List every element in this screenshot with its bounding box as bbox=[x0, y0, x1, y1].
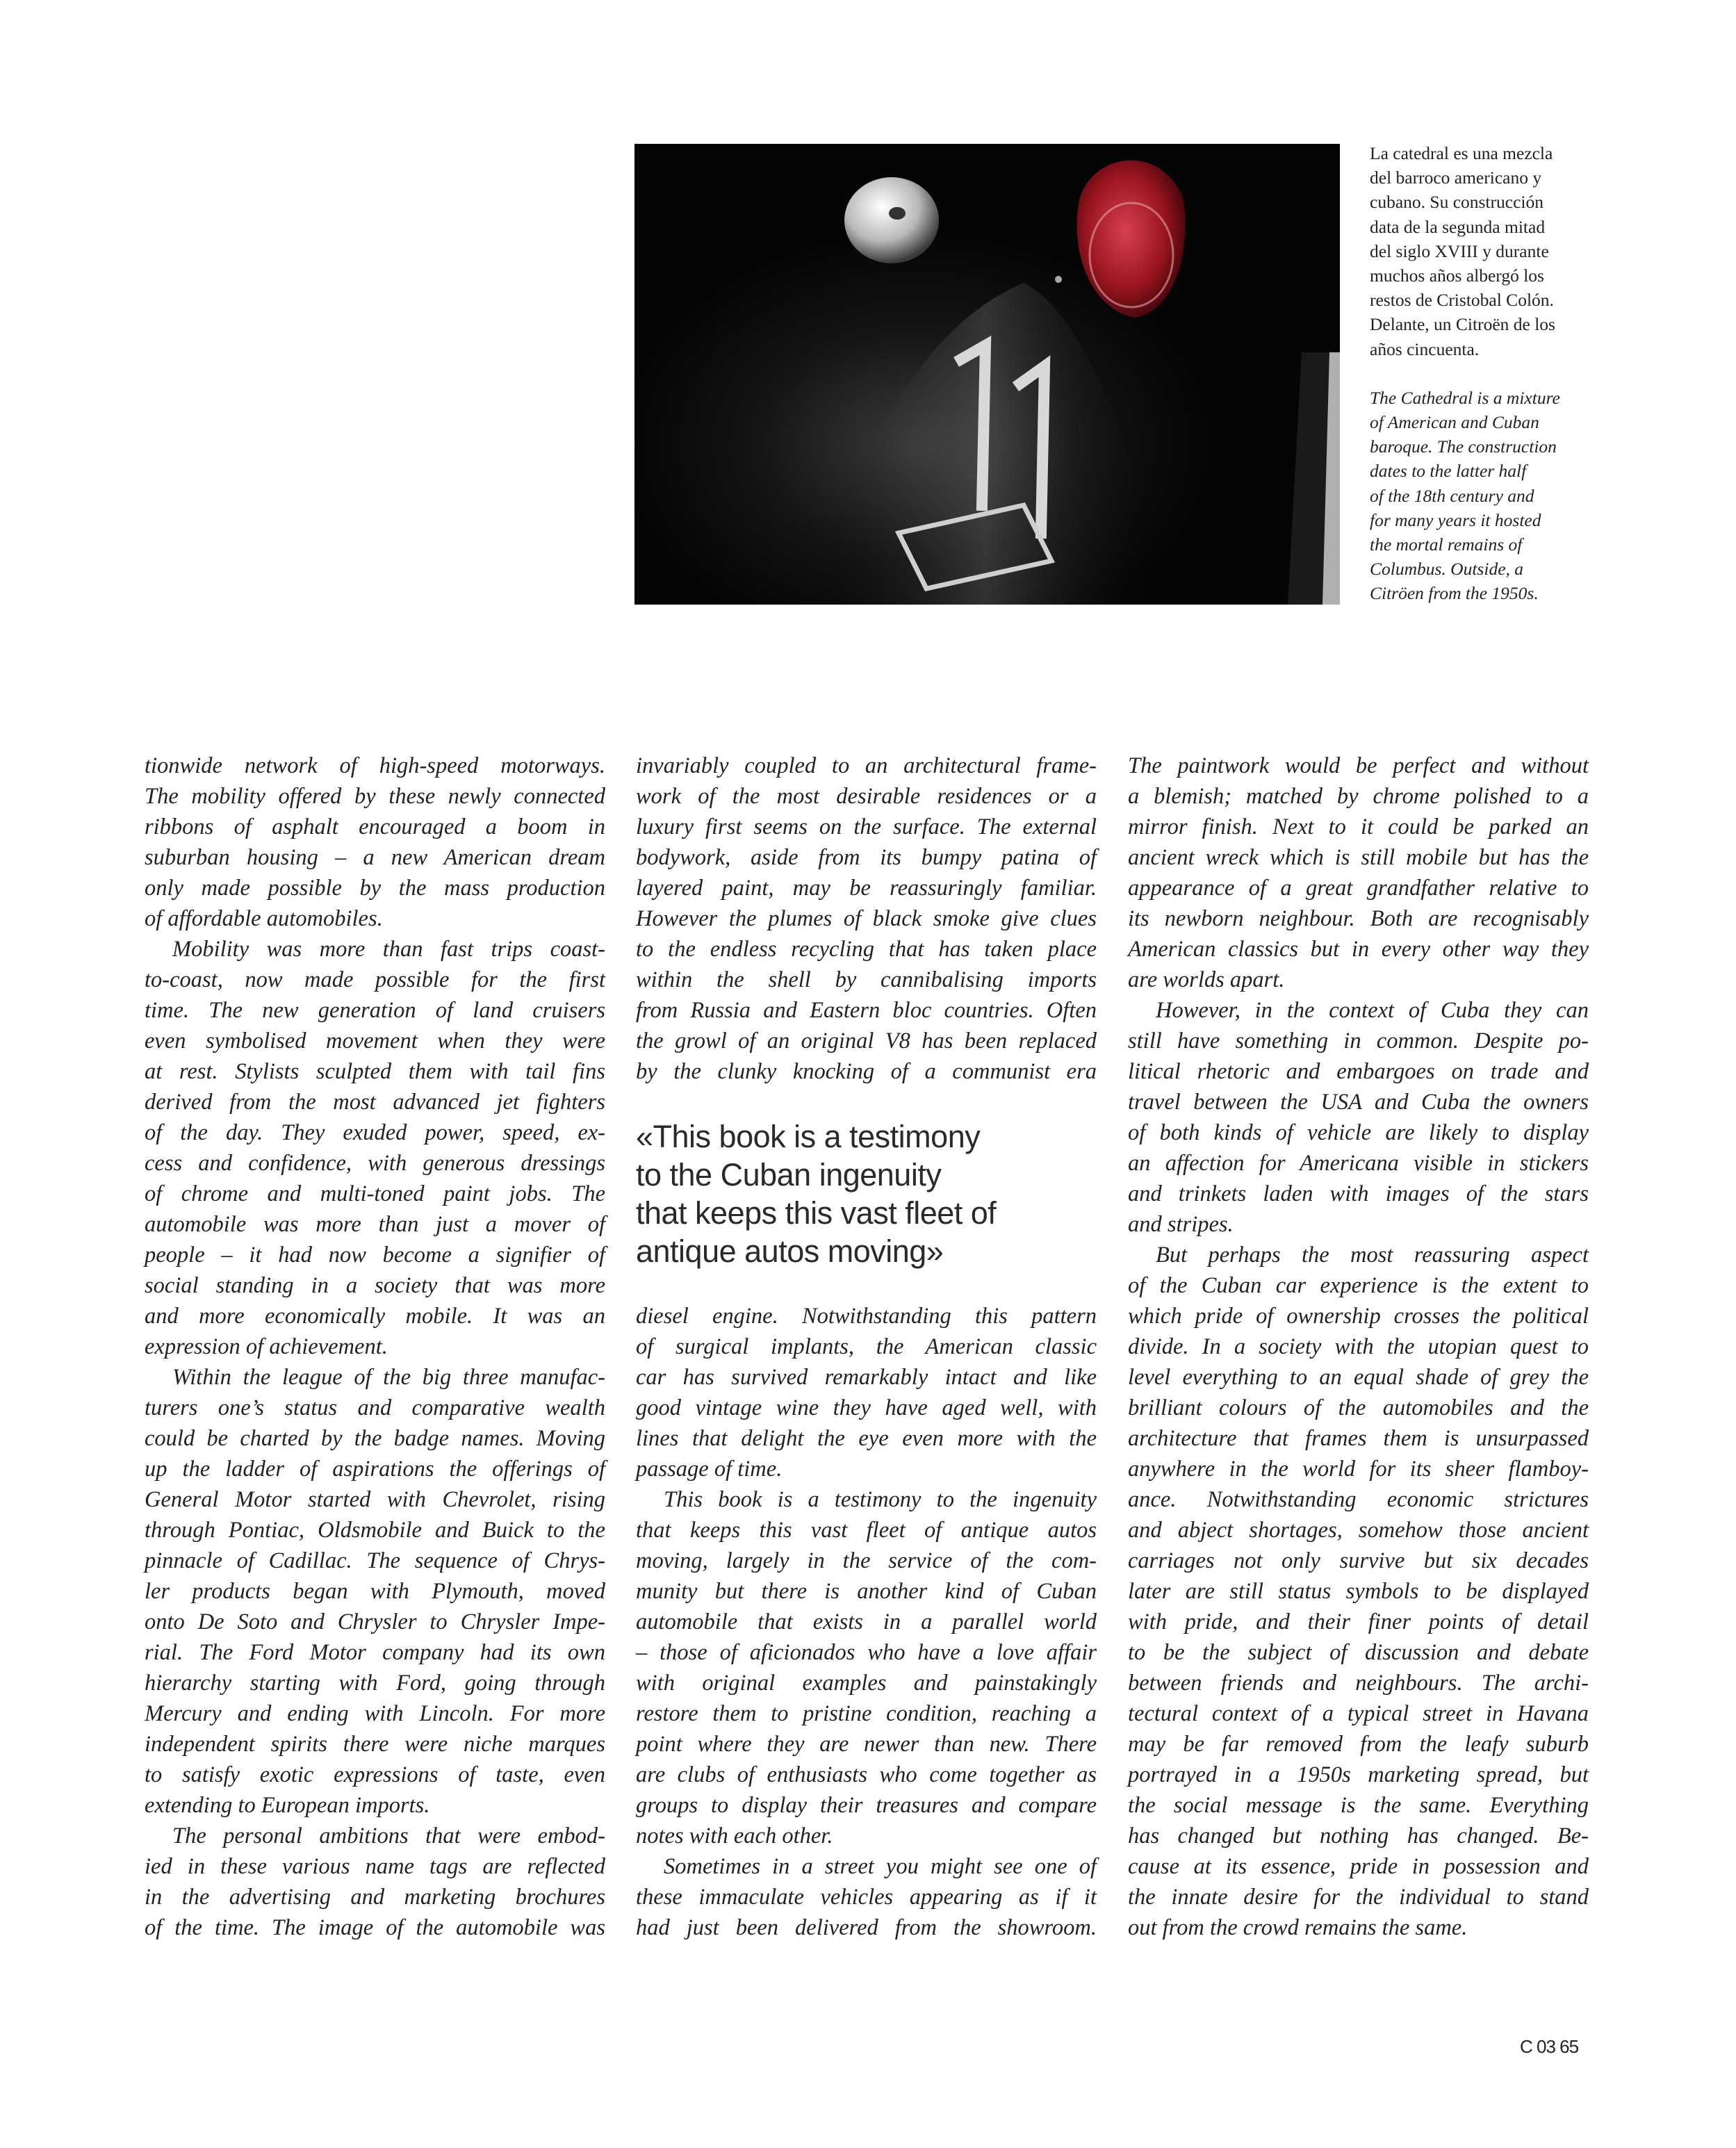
text-line: restore them to pristine condition, reaching a bbox=[636, 1701, 1097, 1726]
text-line: lines that delight the eye even more with the bbox=[636, 1426, 1097, 1451]
car-photo-illustration bbox=[634, 144, 1340, 605]
text-line: time. The new generation of land cruisers bbox=[145, 998, 605, 1023]
text-line: even symbolised movement when they were bbox=[145, 1028, 605, 1053]
text-line: social standing in a society that was more bbox=[145, 1273, 605, 1298]
text-line: are worlds apart. bbox=[1128, 967, 1285, 992]
text-line: «This book is a testimony bbox=[636, 1119, 981, 1154]
text-line: moving, largely in the service of the com- bbox=[636, 1548, 1097, 1573]
text-line: suburban housing – a new American dream bbox=[145, 845, 605, 870]
text-line: Mobility was more than fast trips coast- bbox=[172, 937, 605, 962]
text-line: an affection for Americana visible in stickers bbox=[1128, 1151, 1589, 1176]
text-line: años cincuenta. bbox=[1370, 338, 1480, 359]
text-line: turers one’s status and comparative wealth bbox=[145, 1395, 605, 1420]
text-line: of the Cuban car experience is the extent to bbox=[1128, 1273, 1589, 1298]
text-line: automobile that exists in a parallel world bbox=[636, 1609, 1097, 1634]
text-line: luxury first seems on the surface. The external bbox=[636, 814, 1097, 839]
caption-english bbox=[1370, 386, 1599, 606]
paragraph bbox=[1128, 995, 1589, 1240]
text-line: of both kinds of vehicle are likely to display bbox=[1128, 1120, 1589, 1145]
text-line: notes with each other. bbox=[636, 1823, 833, 1848]
text-line: This book is a testimony to the ingenuity bbox=[664, 1487, 1097, 1512]
text-line: between friends and neighbours. The archi- bbox=[1128, 1671, 1589, 1696]
text-line: to the Cuban ingenuity bbox=[636, 1157, 942, 1192]
text-line: and stripes. bbox=[1128, 1212, 1234, 1237]
text-line: Citröen from the 1950s. bbox=[1370, 583, 1539, 604]
text-line: for many years it hosted bbox=[1370, 509, 1541, 530]
text-line: layered paint, may be reassuringly familiar. bbox=[636, 876, 1097, 901]
text-line: these immaculate vehicles appearing as if it bbox=[636, 1885, 1097, 1910]
paragraph bbox=[145, 1821, 605, 1943]
page-number: C 03 65 bbox=[1520, 2036, 1579, 2057]
text-line: cause at its essence, pride in possession and bbox=[1128, 1854, 1589, 1879]
text-line: mirror finish. Next to it could be parked an bbox=[1128, 814, 1589, 839]
text-line: La catedral es una mezcla bbox=[1370, 143, 1553, 163]
text-line: of the time. The image of the automobile was bbox=[145, 1915, 605, 1940]
text-line: in the advertising and marketing brochures bbox=[145, 1885, 605, 1910]
text-line: to be the subject of discussion and debate bbox=[1128, 1640, 1589, 1665]
text-line: level everything to an equal shade of grey the bbox=[1128, 1365, 1589, 1390]
text-line: onto De Soto and Chrysler to Chrysler Impe- bbox=[145, 1609, 605, 1634]
text-line: However, in the context of Cuba they can bbox=[1156, 998, 1589, 1023]
paragraph bbox=[636, 1851, 1097, 1943]
text-line: the growl of an original V8 has been replaced bbox=[636, 1028, 1097, 1053]
pull-quote bbox=[636, 1117, 996, 1270]
text-line: has changed but nothing has changed. Be- bbox=[1128, 1823, 1589, 1848]
paragraph bbox=[1128, 1240, 1589, 1943]
car-rear-photo bbox=[634, 144, 1340, 605]
text-line: cubano. Su construcción bbox=[1370, 192, 1543, 213]
text-line: at rest. Stylists sculpted them with tail fins bbox=[145, 1059, 605, 1084]
text-column-1 bbox=[145, 751, 605, 1943]
text-line: baroque. The construction bbox=[1370, 436, 1557, 457]
text-line: to the endless recycling that has taken place bbox=[636, 937, 1097, 962]
text-line: expression of achievement. bbox=[145, 1334, 388, 1359]
text-line: appearance of a great grandfather relative to bbox=[1128, 876, 1589, 901]
text-line: data de la segunda mitad bbox=[1370, 216, 1546, 237]
text-line: ribbons of asphalt encouraged a boom in bbox=[145, 814, 605, 839]
text-line: of chrome and multi-toned paint jobs. The bbox=[145, 1181, 605, 1206]
text-line: General Motor started with Chevrolet, rising bbox=[145, 1487, 605, 1512]
text-line: architecture that frames them is unsurpassed bbox=[1128, 1426, 1589, 1451]
text-line: extending to European imports. bbox=[145, 1793, 430, 1818]
text-line: bodywork, aside from its bumpy patina of bbox=[636, 845, 1097, 870]
text-line: later are still status symbols to be displayed bbox=[1128, 1579, 1589, 1604]
text-line: portrayed in a 1950s marketing spread, but bbox=[1128, 1762, 1589, 1787]
text-line: cess and confidence, with generous dressings bbox=[145, 1151, 605, 1176]
text-line: anywhere in the world for its sheer flamboy- bbox=[1128, 1457, 1589, 1482]
text-line: point where they are newer than new. There bbox=[636, 1732, 1097, 1757]
text-line: hierarchy starting with Ford, going through bbox=[145, 1671, 605, 1696]
text-line: ler products began with Plymouth, moved bbox=[145, 1579, 605, 1604]
text-line: Within the league of the big three manufac- bbox=[172, 1365, 605, 1390]
text-line: up the ladder of aspirations the offerings of bbox=[145, 1457, 605, 1482]
text-line: out from the crowd remains the same. bbox=[1128, 1915, 1468, 1940]
text-line: passage of time. bbox=[636, 1457, 783, 1482]
paragraph bbox=[636, 1301, 1097, 1484]
text-line: Sometimes in a street you might see one of bbox=[664, 1854, 1097, 1879]
text-line: The personal ambitions that were embod- bbox=[172, 1823, 605, 1848]
text-line: of American and Cuban bbox=[1370, 412, 1539, 433]
text-line: with original examples and painstakingly bbox=[636, 1671, 1097, 1696]
text-line: del siglo XVIII y durante bbox=[1370, 240, 1549, 261]
text-line: However the plumes of black smoke give clues bbox=[636, 906, 1097, 931]
text-line: invariably coupled to an architectural frame- bbox=[636, 753, 1097, 778]
text-line: which pride of ownership crosses the political bbox=[1128, 1304, 1589, 1329]
text-line: of surgical implants, the American classic bbox=[636, 1334, 1097, 1359]
text-line: diesel engine. Notwithstanding this pattern bbox=[636, 1304, 1097, 1329]
photo-caption bbox=[1370, 141, 1599, 606]
text-line: a blemish; matched by chrome polished to a bbox=[1128, 784, 1589, 809]
text-line: The mobility offered by these newly connected bbox=[145, 784, 605, 809]
text-line: and trinkets laden with images of the stars bbox=[1128, 1181, 1589, 1206]
text-line: The Cathedral is a mixture bbox=[1370, 387, 1560, 408]
text-line: car has survived remarkably intact and like bbox=[636, 1365, 1097, 1390]
text-line: tectural context of a typical street in Havana bbox=[1128, 1701, 1589, 1726]
text-line: work of the most desirable residences or a bbox=[636, 784, 1097, 809]
text-line: But perhaps the most reassuring aspect bbox=[1156, 1243, 1589, 1268]
text-line: automobile was more than just a mover of bbox=[145, 1212, 605, 1237]
text-line: ied in these various name tags are reflected bbox=[145, 1854, 605, 1879]
text-line: litical rhetoric and embargoes on trade and bbox=[1128, 1059, 1589, 1084]
text-line: munity but there is another kind of Cuban bbox=[636, 1579, 1097, 1604]
text-line: rial. The Ford Motor company had its own bbox=[145, 1640, 605, 1665]
text-line: to-coast, now made possible for the first bbox=[145, 967, 605, 992]
paragraph bbox=[1128, 751, 1589, 995]
text-line: The paintwork would be perfect and without bbox=[1128, 753, 1589, 778]
text-line: its newborn neighbour. Both are recognisably bbox=[1128, 906, 1589, 931]
text-line: the innate desire for the individual to stand bbox=[1128, 1885, 1589, 1910]
text-line: may be far removed from the leafy suburb bbox=[1128, 1732, 1589, 1757]
text-line: are clubs of enthusiasts who come together as bbox=[636, 1762, 1097, 1787]
text-line: groups to display their treasures and compare bbox=[636, 1793, 1097, 1818]
text-line: that keeps this vast fleet of antique autos bbox=[636, 1518, 1097, 1543]
caption-spanish bbox=[1370, 141, 1599, 361]
text-line: derived from the most advanced jet fighters bbox=[145, 1090, 605, 1115]
paragraph bbox=[636, 751, 1097, 1087]
text-line: Mercury and ending with Lincoln. For more bbox=[145, 1701, 605, 1726]
text-column-3 bbox=[1128, 751, 1589, 1943]
text-line: that keeps this vast fleet of bbox=[636, 1195, 997, 1231]
text-line: of the day. They exuded power, speed, ex- bbox=[145, 1120, 605, 1145]
text-line: dates to the latter half bbox=[1370, 461, 1527, 482]
text-line: through Pontiac, Oldsmobile and Buick to the bbox=[145, 1518, 605, 1543]
text-column-2-top bbox=[636, 751, 1097, 1087]
text-line: ancient wreck which is still mobile but has the bbox=[1128, 845, 1589, 870]
text-line: to satisfy exotic expressions of taste, even bbox=[145, 1762, 605, 1787]
text-line: independent spirits there were niche marques bbox=[145, 1732, 605, 1757]
paragraph bbox=[145, 934, 605, 1362]
text-line: travel between the USA and Cuba the owners bbox=[1128, 1090, 1589, 1115]
text-line: still have something in common. Despite po- bbox=[1128, 1028, 1589, 1053]
paragraph bbox=[145, 751, 605, 934]
text-line: Delante, un Citroën de los bbox=[1370, 314, 1555, 335]
text-line: of affordable automobiles. bbox=[145, 906, 383, 931]
text-line: brilliant colours of the automobiles and the bbox=[1128, 1395, 1589, 1420]
text-line: pinnacle of Cadillac. The sequence of Chrys- bbox=[145, 1548, 605, 1573]
text-line: and abject shortages, somehow those ancient bbox=[1128, 1518, 1589, 1543]
text-line: people – it had now become a signifier of bbox=[145, 1243, 605, 1268]
text-line: good vintage wine they have aged well, with bbox=[636, 1395, 1097, 1420]
text-line: carriages not only survive but six decades bbox=[1128, 1548, 1589, 1573]
text-line: could be charted by the badge names. Moving bbox=[145, 1426, 605, 1451]
text-line: with pride, and their finer points of detail bbox=[1128, 1609, 1589, 1634]
text-line: and more economically mobile. It was an bbox=[145, 1304, 605, 1329]
text-line: the mortal remains of bbox=[1370, 534, 1523, 555]
text-line: antique autos moving» bbox=[636, 1233, 944, 1269]
text-line: had just been delivered from the showroom. bbox=[636, 1915, 1097, 1940]
text-line: only made possible by the mass production bbox=[145, 876, 605, 901]
text-line: – those of aficionados who have a love affair bbox=[636, 1640, 1097, 1665]
text-line: from Russia and Eastern bloc countries. Often bbox=[636, 998, 1097, 1023]
text-column-2-bottom bbox=[636, 1301, 1097, 1943]
text-line: within the shell by cannibalising imports bbox=[636, 967, 1097, 992]
paragraph bbox=[636, 1484, 1097, 1851]
text-line: del barroco americano y bbox=[1370, 167, 1542, 188]
text-line: the social message is the same. Everything bbox=[1128, 1793, 1589, 1818]
text-line: by the clunky knocking of a communist era bbox=[636, 1059, 1097, 1084]
text-line: muchos años albergó los bbox=[1370, 265, 1544, 286]
paragraph bbox=[145, 1362, 605, 1821]
text-line: ance. Notwithstanding economic strictures bbox=[1128, 1487, 1589, 1512]
text-line: tionwide network of high-speed motorways. bbox=[145, 753, 605, 778]
text-line: of the 18th century and bbox=[1370, 485, 1534, 506]
text-line: American classics but in every other way they bbox=[1128, 937, 1589, 962]
text-line: restos de Cristobal Colón. bbox=[1370, 290, 1554, 311]
text-line: divide. In a society with the utopian quest to bbox=[1128, 1334, 1589, 1359]
text-line: Columbus. Outside, a bbox=[1370, 559, 1524, 580]
